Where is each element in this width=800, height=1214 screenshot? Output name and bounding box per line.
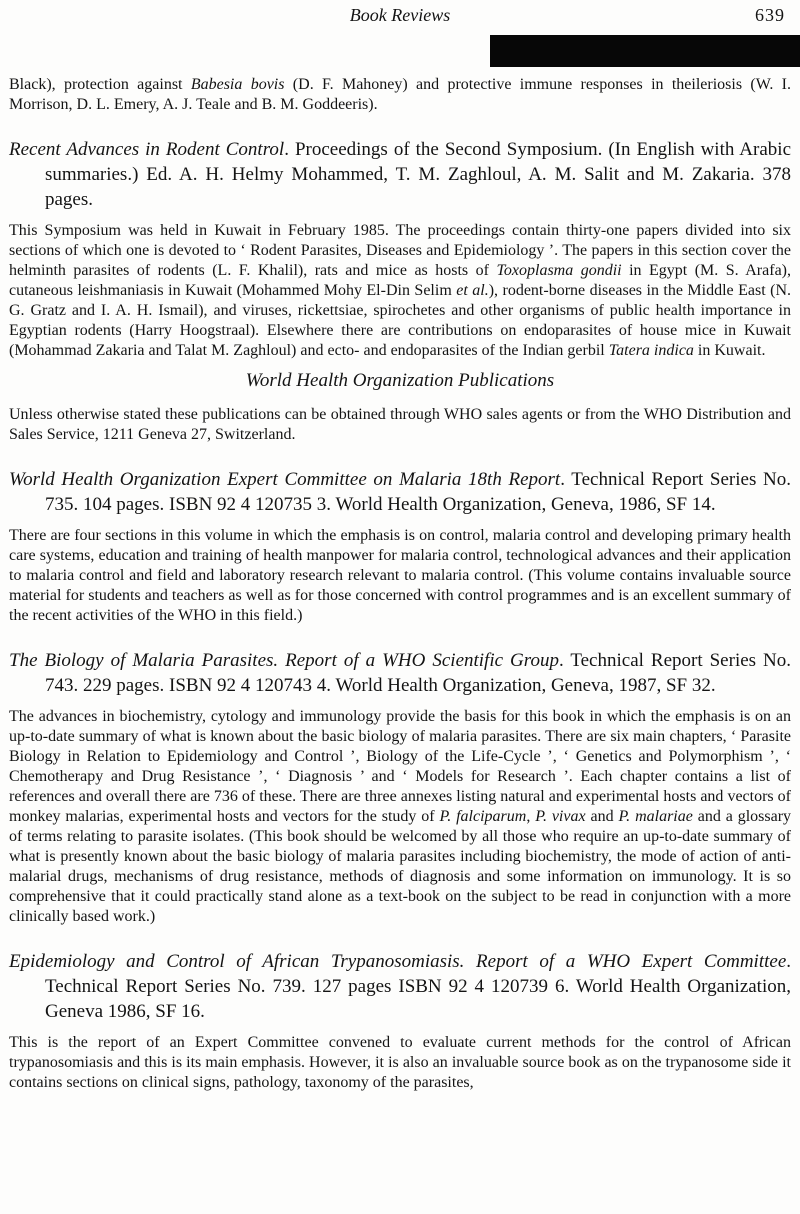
text-run: . Technical Report Series No. 735. 104 pages. ISBN 92 4 120735 3. World Health Organization, Geneva, 1986, SF 14. xyxy=(45,469,791,515)
text-run: This Symposium was held in Kuwait in February 1985. The proceedings contain thirty-one papers divided into six sections of which one is devoted to ‘ Rodent Parasites, Diseases and Epidemiology ’. The papers in this section cover the helminth parasites of rodents (L. F. Khalil), rats and mice as hosts of xyxy=(9,222,791,279)
review-paragraph-biology-malaria-parasites xyxy=(9,707,791,927)
review-paragraph-malaria-18th-report xyxy=(9,526,791,626)
review-paragraph-rodent-control xyxy=(9,221,791,361)
running-head-title: Book Reviews xyxy=(349,5,451,25)
text-run: Black), protection against xyxy=(9,76,191,93)
text-run: , xyxy=(526,808,536,825)
who-availability-note xyxy=(9,405,791,445)
italic-text-run: Recent Advances in Rodent Control xyxy=(9,139,285,160)
italic-text-run: Epidemiology and Control of African Trypanosomiasis. Report of a WHO Expert Committee xyxy=(9,951,787,972)
text-run: This is the report of an Expert Committee convened to evaluate current methods for the control of African trypanosomiasis and this is its main emphasis. However, it is also an invaluable source book as on the trypanosome side it contains sections on clinical signs, pathology, taxonomy of the parasites, xyxy=(9,1034,791,1091)
italic-text-run: Tatera indica xyxy=(608,342,694,359)
text-run: The advances in biochemistry, cytology and immunology provide the basis for this book in which the emphasis is on an up-to-date summary of what is known about the basic biology of malaria parasites. There are six main chapters, ‘ Parasite Biology in Relation to Epidemiology and Control ’, Biology of the Life-Cycle ’, ‘ Genetics and Polymorphism ’, ‘ Chemotherapy and Drug Resistance ’, ‘ Diagnosis ’ and ‘ Models for Research ’. Each chapter contains a list of references and overall there are 736 of these. There are three annexes listing natural and experimental hosts and vectors of monkey malarias, experimental hosts and vectors for the study of xyxy=(9,708,791,825)
text-run: and a glossary of terms relating to parasite isolates. (This book should be welcomed by all those who require an up-to-date summary of what is presently known about the basic biology of malaria parasites including biochemistry, the mode of action of anti-malarial drugs, mechanisms of drug resistance, methods of diagnosis and some information on immunology. It is so comprehensive that it could practically stand alone as a text-book on the subject to be read in conjunction with a more clinically based work.) xyxy=(9,808,792,925)
running-head xyxy=(9,5,791,29)
italic-text-run: P. falciparum xyxy=(439,808,527,825)
page-number: 639 xyxy=(755,5,785,25)
italic-text-run: P. malariae xyxy=(618,808,693,825)
book-entry-heading-african-trypanosomiasis xyxy=(9,949,791,1024)
text-run: ), rodent-borne diseases in the Middle East (N. G. Gratz and I. A. H. Ismail), and viruses, rickettsiae, spirochetes and other organisms of public health importance in Egyptian rodents (Harry Hoogstraal). Elsewhere there are contributions on endoparasites of house mice in Kuwait (Mohammad Zakaria and Talat M. Zaghloul) and ecto- and endoparasites of the Indian gerbil xyxy=(9,282,792,359)
italic-text-run: World Health Organization Publications xyxy=(245,370,555,391)
text-run: There are four sections in this volume in which the emphasis is on control, malaria control and developing primary health care systems, education and training of health manpower for malaria control, technological advances and their application to malaria control and field and laboratory research relevant to malaria control. (This volume contains invaluable source material for students and teachers as well as for those concerned with control programmes and is an excellent summary of the recent activities of the WHO in this field.) xyxy=(9,527,791,624)
italic-text-run: et al. xyxy=(456,282,489,299)
italic-text-run: P. vivax xyxy=(535,808,586,825)
text-run: in Kuwait. xyxy=(693,342,766,359)
italic-text-run: Toxoplasma gondii xyxy=(496,262,622,279)
text-run: . Technical Report Series No. 739. 127 pages ISBN 92 4 120739 6. World Health Organization, Geneva 1986, SF 16. xyxy=(45,951,791,1022)
book-entry-heading-biology-malaria-parasites xyxy=(9,648,791,698)
book-entry-heading-malaria-18th-report xyxy=(9,467,791,517)
text-run: . Proceedings of the Second Symposium. (In English with Arabic summaries.) Ed. A. H. Helmy Mohammed, T. M. Zaghloul, A. M. Salit and M. Zakaria. 378 pages. xyxy=(45,139,792,210)
scan-artifact-bar xyxy=(490,35,800,67)
italic-text-run: The Biology of Malaria Parasites. Report of a WHO Scientific Group xyxy=(9,650,559,671)
text-run: . Technical Report Series No. 743. 229 pages. ISBN 92 4 120743 4. World Health Organization, Geneva, 1987, SF 32. xyxy=(45,650,792,696)
text-run: (D. F. Mahoney) and protective immune responses in theileriosis (W. I. Morrison, D. L. Emery, A. J. Teale and B. M. Goddeeris). xyxy=(9,76,792,113)
italic-text-run: Babesia bovis xyxy=(190,76,285,93)
book-entry-heading-rodent-control xyxy=(9,137,791,212)
review-paragraph-african-trypanosomiasis xyxy=(9,1033,791,1093)
text-run: in Egypt (M. S. Arafa), cutaneous leishmaniasis in Kuwait (Mohammed Mohy El-Din Selim xyxy=(9,262,791,299)
italic-text-run: World Health Organization Expert Committee on Malaria 18th Report xyxy=(9,469,561,490)
text-run: and xyxy=(585,808,619,825)
continued-paragraph xyxy=(9,75,791,115)
section-heading-who-publications xyxy=(9,369,791,393)
text-run: Unless otherwise stated these publications can be obtained through WHO sales agents or from the WHO Distribution and Sales Service, 1211 Geneva 27, Switzerland. xyxy=(9,406,791,443)
